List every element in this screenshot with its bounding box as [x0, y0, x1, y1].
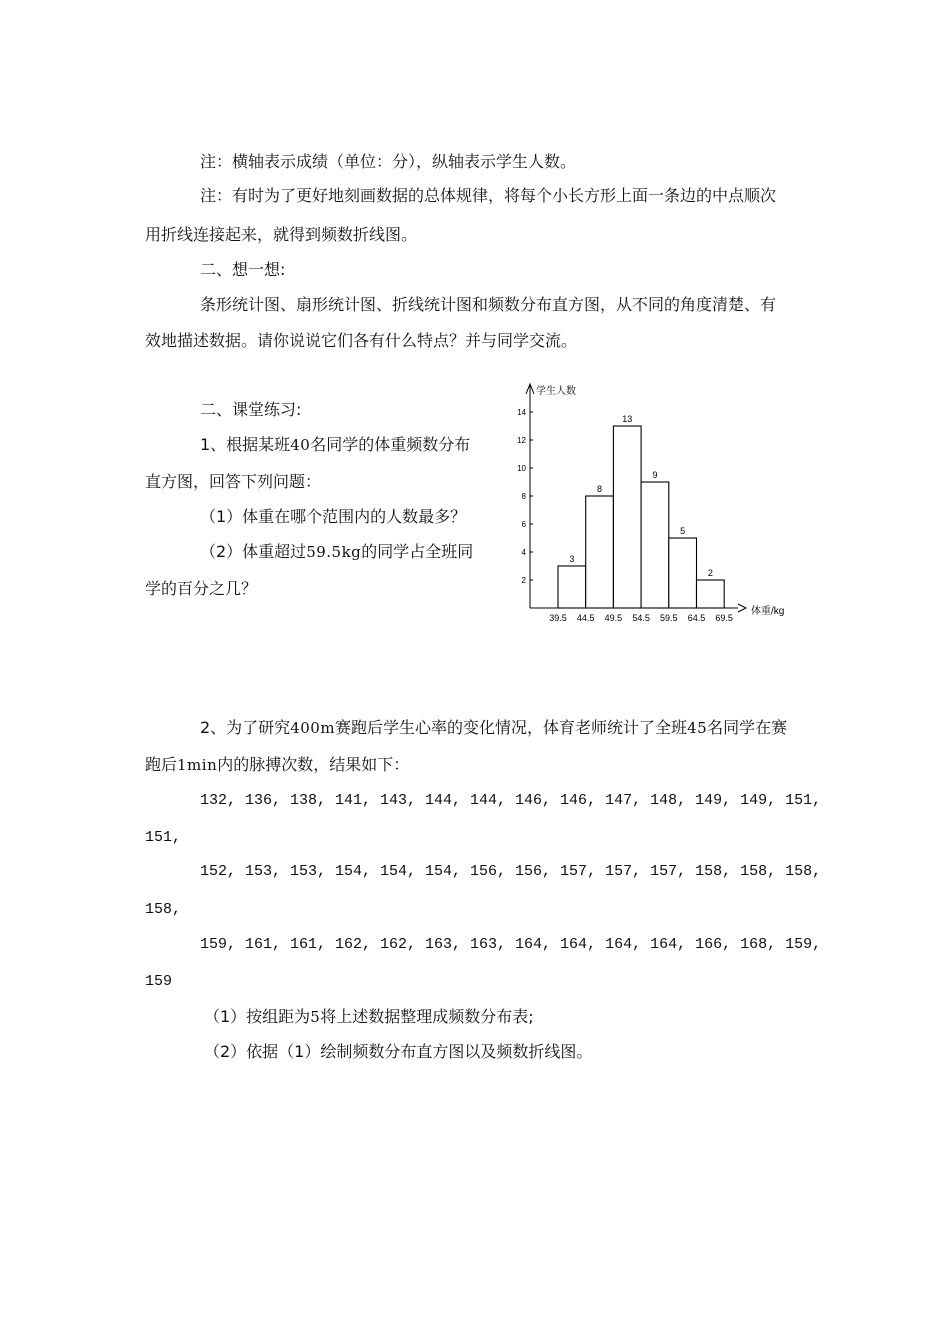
q1-sub2-text-a: （2）体重超过: [200, 542, 307, 561]
note-2-line1: 注：有时为了更好地刻画数据的总体规律，将每个小长方形上面一条边的中点顺次: [200, 186, 777, 205]
x-axis-arrow: [738, 604, 746, 612]
question-1-sub2-line2: 学的百分之几？: [145, 579, 258, 598]
y-tick-label: 6: [521, 520, 526, 529]
y-tick-label: 10: [517, 464, 526, 473]
y-tick-label: 14: [517, 408, 526, 417]
q1-text-a: 1、根据某班: [200, 435, 291, 454]
note-2-line2: 用折线连接起来，就得到频数折线图。: [145, 225, 418, 244]
question-1-line2: 直方图，回答下列问题：: [145, 472, 322, 491]
x-axis-label: 体重/kg: [751, 606, 785, 617]
bar-data-label: 8: [597, 484, 603, 494]
x-tick-label: 69.5: [715, 613, 733, 623]
x-tick-label: 39.5: [549, 613, 567, 623]
question-2-line1: [200, 717, 787, 739]
histogram-bar: [697, 580, 725, 608]
pulse-data-row-1: 132, 136, 138, 141, 143, 144, 144, 146, 146, 147, 148, 149, 149, 151,: [200, 792, 822, 809]
y-axis-label: 学生人数: [536, 386, 576, 397]
bar-data-label: 13: [622, 414, 633, 424]
x-tick-label: 54.5: [632, 613, 650, 623]
bar-data-label: 5: [680, 526, 686, 536]
question-1-sub2: [200, 541, 473, 563]
y-tick-label: 12: [517, 436, 526, 445]
weight-histogram: [510, 378, 800, 628]
question-2-sub2: （2）依据（1）绘制频数分布直方图以及频数折线图。: [204, 1042, 593, 1061]
q2-text-a: 2、为了研究: [200, 718, 291, 737]
think-para-line1: 条形统计图、扇形统计图、折线统计图和频数分布直方图，从不同的角度清楚、有: [200, 295, 777, 314]
q2-sub1-text-a: （1）按组距为: [204, 1007, 311, 1026]
q1-sub2-text-b: 的同学占全班同: [361, 542, 474, 561]
histogram-bar: [641, 482, 669, 608]
question-1-sub1: （1）体重在哪个范围内的人数最多？: [200, 507, 467, 526]
q2-sub1-text-b: 将上述数据整理成频数分布表;: [320, 1007, 534, 1026]
bar-data-label: 3: [569, 554, 575, 564]
q1-sub2-weight: 59.5kg: [306, 543, 362, 561]
think-heading: 二、想一想:: [200, 260, 286, 279]
x-tick-label: 44.5: [576, 613, 595, 623]
bar-data-label: 2: [707, 568, 713, 578]
y-tick-label: 2: [521, 576, 526, 585]
q1-text-b: 名同学的体重频数分布: [310, 435, 471, 454]
q2-distance: 400m: [290, 719, 336, 737]
q2-class-width: 5: [310, 1008, 321, 1026]
q2-text-e: 内的脉搏次数，结果如下：: [217, 755, 410, 774]
q2-text-b: 赛跑后学生心率的变化情况，体育老师统计了全班: [335, 718, 688, 737]
pulse-data-row-1-end: 151,: [145, 829, 182, 846]
q2-text-d: 跑后: [145, 755, 178, 774]
x-tick-label: 64.5: [687, 613, 706, 623]
bar-data-label: 9: [652, 470, 658, 480]
q2-text-c: 名同学在赛: [707, 718, 788, 737]
think-para-line2: 效地描述数据。请你说说它们各有什么特点？并与同学交流。: [145, 331, 578, 350]
histogram-bar: [669, 538, 697, 608]
note-1: 注：横轴表示成绩（单位：分），纵轴表示学生人数。: [200, 152, 577, 171]
pulse-data-row-2: 152, 153, 153, 154, 154, 154, 156, 156, 157, 157, 157, 158, 158, 158,: [200, 863, 822, 880]
pulse-data-row-3-end: 159: [145, 973, 173, 990]
practice-heading: 二、课堂练习:: [200, 400, 302, 419]
q2-duration: 1min: [177, 756, 218, 774]
question-1-line1: [200, 434, 470, 456]
q2-student-count: 45: [687, 719, 708, 737]
question-2-sub1: [204, 1006, 534, 1028]
x-tick-label: 49.5: [604, 613, 623, 623]
histogram-bar: [613, 426, 641, 608]
pulse-data-row-2-end: 158,: [145, 901, 182, 918]
q1-student-count: 40: [290, 436, 311, 454]
y-tick-label: 8: [521, 492, 526, 501]
y-tick-label: 4: [521, 548, 526, 557]
histogram-bar: [558, 566, 586, 608]
question-2-line2: [145, 754, 409, 776]
x-tick-label: 59.5: [660, 613, 678, 623]
histogram-bar: [586, 496, 614, 608]
pulse-data-row-3: 159, 161, 161, 162, 162, 163, 163, 164, 164, 164, 164, 166, 168, 159,: [200, 936, 822, 953]
